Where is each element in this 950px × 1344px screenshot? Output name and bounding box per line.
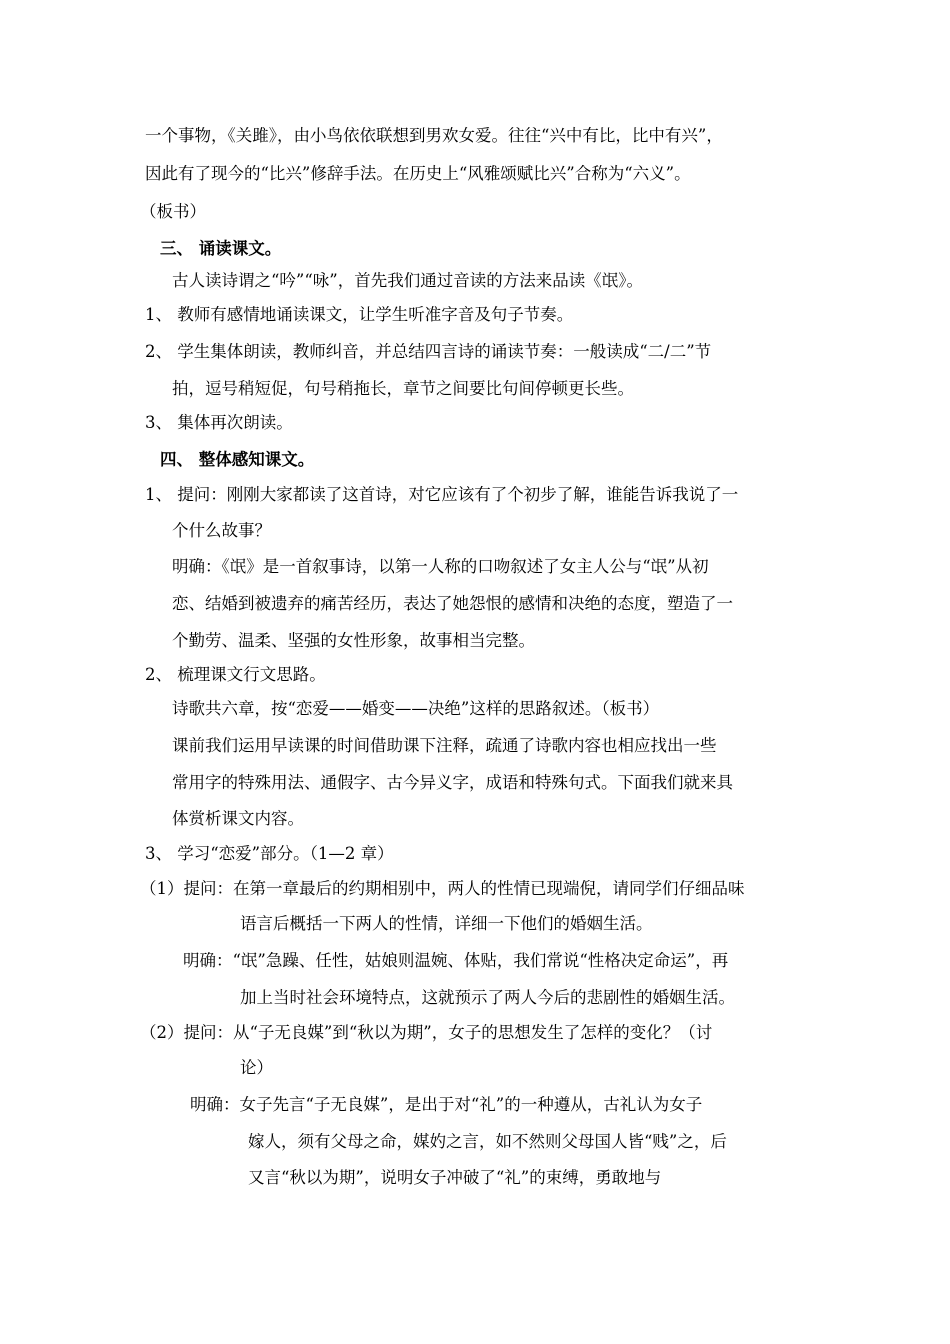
text-line: 诗歌共六章，按“恋爱——婚变——决绝”这样的思路叙述。（板书） [172,699,660,718]
text-line: 一个事物，《关雎》，由小鸟依依联想到男欢女爱。往往“兴中有比，比中有兴”， [145,126,723,145]
list-item: 3、 集体再次朗读。 [145,413,293,432]
text-line: 古人读诗谓之“吟”“咏”，首先我们通过音读的方法来品读《氓》。 [172,271,643,290]
text-line: 课前我们运用早读课的时间借助课下注释，疏通了诗歌内容也相应找出一些 [172,736,717,755]
text-line: 个什么故事？ [172,521,271,540]
text-line: 常用字的特殊用法、通假字、古今异义字，成语和特殊句式。下面我们就来具 [172,773,733,792]
text-line: 个勤劳、温柔、坚强的女性形象，故事相当完整。 [172,631,535,650]
list-item: 1、 提问：刚刚大家都读了这首诗，对它应该有了个初步了解，谁能告诉我说了一 [145,485,739,504]
text-line: 明确：《氓》是一首叙事诗，以第一人称的口吻叙述了女主人公与“氓”从初 [172,557,709,576]
list-item: 1、 教师有感情地诵读课文，让学生听准字音及句子节奏。 [145,305,574,324]
list-item: 2、 梳理课文行文思路。 [145,665,326,684]
text-line: 因此有了现今的“比兴”修辞手法。在历史上“风雅颂赋比兴”合称为“六义”。 [145,164,691,183]
section-heading: 四、 整体感知课文。 [160,450,315,469]
text-line: 又言“秋以为期”，说明女子冲破了“礼”的束缚，勇敢地与 [248,1168,662,1187]
text-line: 加上当时社会环境特点，这就预示了两人今后的悲剧性的婚姻生活。 [240,988,735,1007]
list-item: 2、 学生集体朗读，教师纠音，并总结四言诗的诵读节奏：一般读成“二/二”节 [145,342,712,361]
text-line: 体赏析课文内容。 [172,809,304,828]
section-heading: 三、 诵读课文。 [160,239,282,258]
text-line: 论） [240,1058,273,1077]
list-item: （2）提问：从“子无良媒”到“秋以为期”，女子的思想发生了怎样的变化？（讨 [140,1023,713,1042]
text-line: 语言后概括一下两人的性情，详细一下他们的婚姻生活。 [240,914,653,933]
text-line: （板书） [140,202,206,221]
text-line: 明确：“氓”急躁、任性，姑娘则温婉、体贴，我们常说“性格决定命运”，再 [183,951,729,970]
list-item: 3、 学习“恋爱”部分。（1—2 章） [145,844,394,863]
list-item: （1）提问：在第一章最后的约期相别中，两人的性情已现端倪，请同学们仔细品味 [140,879,745,898]
text-line: 嫁人，须有父母之命，媒妁之言，如不然则父母国人皆“贱”之，后 [248,1132,727,1151]
text-line: 明确：女子先言“子无良媒”，是出于对“礼”的一种遵从，古礼认为女子 [190,1095,703,1114]
text-line: 拍，逗号稍短促，句号稍拖长，章节之间要比句间停顿更长些。 [172,379,634,398]
text-line: 恋、结婚到被遗弃的痛苦经历，表达了她怨恨的感情和决绝的态度，塑造了一 [172,594,733,613]
